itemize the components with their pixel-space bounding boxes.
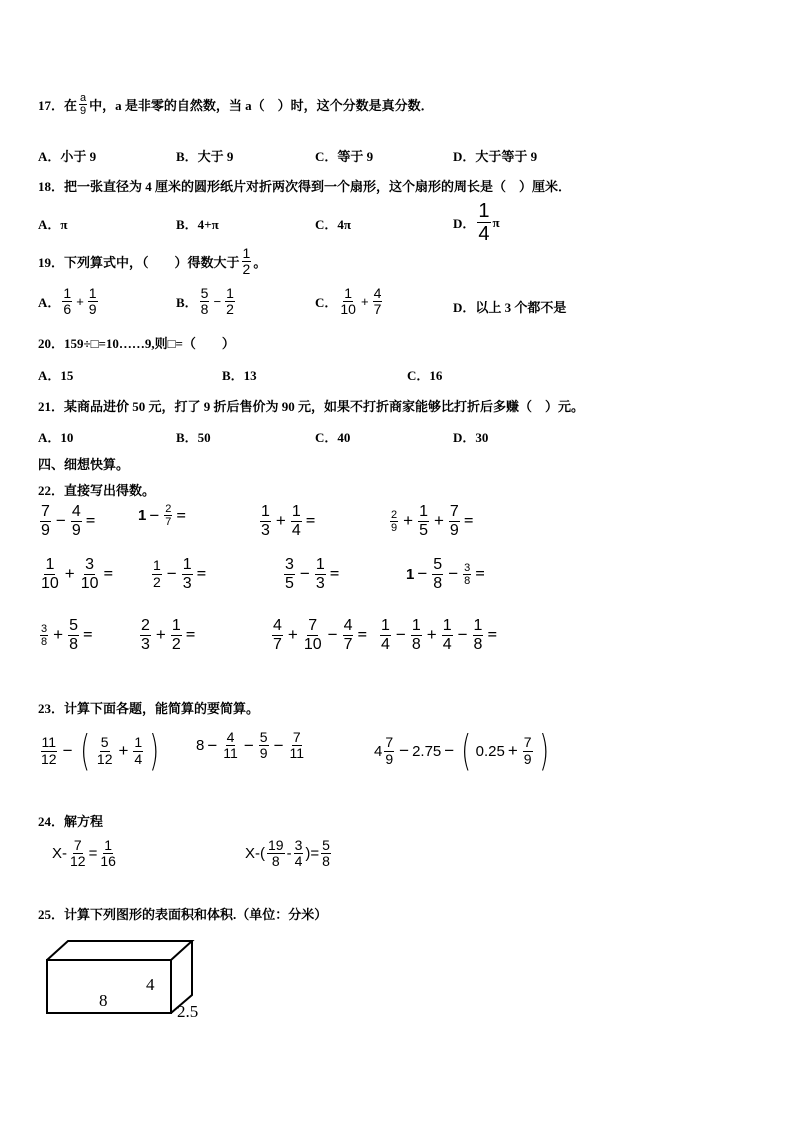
- cuboid-height-label: 4: [146, 975, 155, 994]
- den: 7: [273, 635, 282, 653]
- plus-sign: +: [507, 741, 518, 760]
- q19-option-d[interactable]: D．以上 3 个都不是: [453, 300, 567, 315]
- plus-sign: +: [53, 625, 64, 645]
- minus-sign: −: [243, 735, 254, 755]
- whole-number: 1: [138, 507, 147, 525]
- num: 5: [259, 729, 268, 745]
- q19-optc-label: C．: [315, 295, 338, 311]
- den: 7: [373, 301, 382, 318]
- den: 2: [153, 573, 161, 590]
- minus-sign: -: [286, 845, 292, 863]
- minus-sign: −: [149, 505, 160, 525]
- q19-optb-label: B．: [176, 295, 198, 311]
- den: 9: [523, 750, 532, 767]
- equals-sign: =: [185, 625, 196, 645]
- den: 4: [442, 635, 452, 653]
- num: 3: [285, 556, 294, 573]
- left-paren: (: [461, 726, 472, 775]
- den: 6: [63, 301, 72, 318]
- plus-sign: +: [76, 294, 84, 310]
- q20-stem: 20．159÷□=10……9,则□=（ ）: [38, 336, 235, 351]
- right-paren: ): [538, 726, 549, 775]
- den: 8: [433, 574, 443, 592]
- decimal-number: 0.25: [475, 742, 505, 760]
- equals-sign: =: [357, 625, 368, 645]
- q18-optd-den: 4: [478, 223, 490, 245]
- num: 2: [141, 617, 150, 634]
- den: 16: [100, 853, 116, 870]
- minus-sign: −: [399, 741, 410, 760]
- minus-sign: −: [448, 564, 459, 584]
- equals-sign: =: [176, 505, 187, 525]
- den: 9: [88, 301, 97, 318]
- den: 12: [96, 750, 113, 767]
- q21-option-d[interactable]: D．30: [453, 430, 489, 445]
- plus-sign: +: [433, 511, 444, 531]
- right-paren: ): [149, 726, 160, 775]
- q20-option-a[interactable]: A．15: [38, 368, 74, 383]
- q19-frac-den: 2: [242, 261, 251, 278]
- minus-sign: −: [273, 735, 284, 755]
- den: 4: [134, 750, 143, 767]
- q17-prefix: 17．在: [38, 98, 78, 114]
- den: 8: [69, 635, 78, 653]
- num: 4: [273, 617, 282, 634]
- den: 5: [285, 574, 294, 592]
- q19-prefix: 19．下列算式中，（ ）得数大于: [38, 255, 240, 271]
- den: 8: [411, 635, 421, 653]
- q23-title: 23．计算下面各题，能简算的要简算。: [38, 701, 260, 716]
- q18-option-a[interactable]: A．π: [38, 217, 68, 232]
- den: 12: [70, 853, 86, 870]
- den: 9: [449, 521, 459, 539]
- minus-sign: −: [395, 625, 406, 645]
- den: 9: [71, 521, 81, 539]
- num: 1: [182, 556, 192, 573]
- minus-sign: −: [299, 564, 310, 584]
- den: 7: [165, 516, 172, 529]
- den: 7: [343, 635, 353, 653]
- num: 7: [73, 837, 82, 853]
- num: 1: [411, 617, 421, 634]
- minus-sign: −: [417, 564, 428, 584]
- num: 1: [442, 617, 452, 634]
- den: 4: [381, 635, 390, 653]
- num: 3: [41, 622, 48, 635]
- num: 1: [381, 617, 390, 634]
- equals-sign: =: [329, 564, 340, 584]
- num: 1: [226, 285, 234, 301]
- q24-title: 24．解方程: [38, 814, 104, 829]
- q22-title: 22．直接写出得数。: [38, 483, 156, 498]
- num: 1: [261, 503, 270, 520]
- num: 4: [373, 285, 382, 301]
- den: 10: [340, 301, 356, 318]
- den: 11: [223, 745, 238, 762]
- plus-sign: +: [287, 625, 298, 645]
- variable-x: X-(: [245, 845, 265, 863]
- decimal-number: 2.75: [412, 742, 442, 760]
- q19-frac-num: 1: [242, 245, 251, 261]
- q18-optd-pi: π: [492, 214, 500, 230]
- num: 1: [315, 556, 325, 573]
- q18-optd-num: 1: [478, 200, 490, 222]
- den: 4: [294, 853, 303, 870]
- den: 11: [289, 745, 305, 762]
- den: 3: [141, 635, 150, 653]
- den: 9: [259, 745, 268, 762]
- num: 1: [344, 285, 353, 301]
- cuboid-length-label: 8: [99, 991, 108, 1010]
- minus-sign: −: [207, 735, 218, 755]
- equals-sign: =: [475, 564, 485, 584]
- den: 9: [385, 750, 394, 767]
- plus-sign: +: [64, 564, 75, 584]
- den: 8: [322, 853, 330, 870]
- num: 1: [63, 285, 72, 301]
- num: 3: [464, 561, 471, 574]
- num: 7: [308, 617, 318, 634]
- variable-x: X-: [52, 845, 67, 863]
- q17-option-a[interactable]: A．小于 9: [38, 149, 97, 164]
- num: 7: [385, 734, 394, 751]
- den: 8: [41, 635, 48, 648]
- den: 2: [171, 635, 181, 653]
- den: 4: [291, 521, 301, 539]
- den: 12: [41, 750, 57, 767]
- num: 4: [71, 503, 81, 520]
- num: 1: [473, 617, 483, 634]
- section-heading: 四、细想快算。: [38, 457, 130, 472]
- plus-sign: +: [403, 511, 414, 531]
- minus-sign: −: [444, 741, 455, 760]
- num: 7: [41, 503, 50, 520]
- num: 3: [85, 556, 95, 573]
- minus-sign: −: [457, 625, 468, 645]
- num: 4: [226, 729, 235, 745]
- den: 10: [41, 574, 59, 592]
- num: 5: [322, 837, 330, 853]
- num: 1: [419, 503, 428, 520]
- den: 10: [303, 635, 322, 653]
- num: 11: [41, 734, 57, 751]
- plus-sign: +: [275, 511, 286, 531]
- den: 10: [80, 574, 99, 592]
- den: 8: [200, 301, 209, 318]
- num: 2: [165, 503, 172, 515]
- equals-sign: =: [487, 625, 498, 645]
- num: 1: [171, 617, 181, 634]
- q20-option-b[interactable]: B．13: [222, 368, 257, 383]
- equals-sign: =: [85, 511, 96, 531]
- num: 7: [523, 734, 532, 751]
- num: 7: [449, 503, 459, 520]
- q17-option-d[interactable]: D．大于等于 9: [453, 149, 538, 164]
- den: 3: [315, 574, 325, 592]
- den: 3: [182, 574, 192, 592]
- q17-frac-num: a: [80, 92, 87, 104]
- equals-sign: =: [196, 564, 207, 584]
- equals-sign: =: [103, 564, 114, 584]
- den: 3: [261, 521, 270, 539]
- num: 4: [343, 617, 353, 634]
- num: 1: [134, 734, 143, 751]
- num: 1: [291, 503, 301, 520]
- den: 9: [391, 521, 398, 534]
- q17-option-b[interactable]: B．大于 9: [176, 149, 234, 164]
- num: 5: [69, 617, 78, 634]
- q18-option-c[interactable]: C．4π: [315, 217, 352, 232]
- num: 5: [100, 734, 109, 751]
- minus-sign: −: [327, 625, 338, 645]
- minus-sign: −: [166, 564, 177, 584]
- minus-sign: −: [213, 294, 222, 310]
- q18-optd-label: D．: [453, 216, 476, 231]
- close-paren-equals: )=: [305, 845, 320, 863]
- num: 3: [294, 837, 303, 853]
- whole-number: 1: [406, 565, 415, 583]
- plus-sign: +: [360, 294, 369, 310]
- den: 8: [464, 574, 471, 587]
- q17-frac-den: 9: [80, 105, 87, 118]
- q20-option-c[interactable]: C．16: [407, 368, 443, 383]
- q21-option-b[interactable]: B．50: [176, 430, 211, 445]
- q21-option-c[interactable]: C．40: [315, 430, 351, 445]
- q18-stem: 18．把一张直径为 4 厘米的圆形纸片对折两次得到一个扇形，这个扇形的周长是（ ）厘米．: [38, 179, 572, 194]
- q19-suffix: 。: [253, 255, 267, 271]
- equals-sign: =: [305, 511, 316, 531]
- left-paren: (: [79, 726, 90, 775]
- num: 1: [153, 557, 161, 574]
- den: 8: [271, 853, 280, 870]
- whole-number: 4: [374, 742, 383, 760]
- q17-option-c[interactable]: C．等于 9: [315, 149, 374, 164]
- minus-sign: −: [62, 741, 73, 760]
- den: 9: [41, 521, 50, 539]
- cuboid-top-face: [47, 941, 192, 960]
- minus-sign: −: [55, 511, 66, 531]
- q18-option-b[interactable]: B．4+π: [176, 217, 219, 232]
- num: 19: [268, 837, 284, 853]
- num: 1: [88, 285, 97, 301]
- plus-sign: +: [426, 625, 437, 645]
- q21-option-a[interactable]: A．10: [38, 430, 74, 445]
- num: 2: [391, 508, 398, 521]
- num: 5: [433, 556, 443, 573]
- plus-sign: +: [118, 741, 129, 760]
- equals-sign: =: [463, 511, 474, 531]
- den: 2: [226, 301, 234, 318]
- cuboid-width-label: 2.5: [177, 1002, 199, 1021]
- q19-opta-label: A．: [38, 295, 61, 311]
- q25-title: 25．计算下列图形的表面积和体积.（单位：分米）: [38, 907, 328, 922]
- plus-sign: +: [155, 625, 166, 645]
- whole-number: 8: [196, 737, 205, 755]
- q21-stem: 21．某商品进价 50 元，打了 9 折后售价为 90 元，如果不打折商家能够比打折后多赚（ ）元。: [38, 399, 585, 414]
- den: 5: [419, 521, 428, 539]
- num: 1: [104, 837, 113, 853]
- equals-sign: =: [82, 625, 93, 645]
- num: 1: [45, 556, 55, 573]
- num: 5: [200, 285, 209, 301]
- num: 7: [292, 729, 301, 745]
- den: 8: [473, 635, 483, 653]
- q17-suffix: 中，a 是非零的自然数，当 a（ ）时，这个分数是真分数．: [89, 98, 434, 114]
- equals-sign: =: [88, 845, 98, 863]
